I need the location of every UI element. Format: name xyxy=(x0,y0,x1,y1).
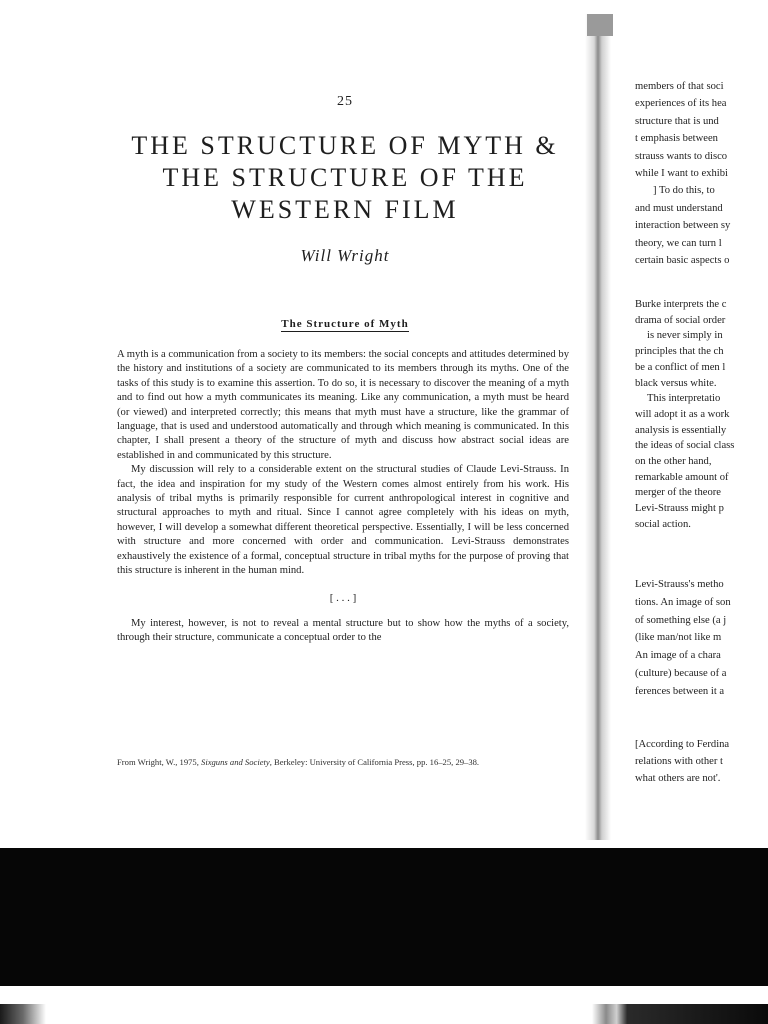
right-page-line: This interpretatio xyxy=(647,393,721,405)
right-page-line: the ideas of social class xyxy=(635,440,735,452)
body-paragraph: A myth is a communication from a society to its members: the social concepts and attitudes determined by the history and institutions of a society are communicated to its members through its myths. One of the tasks of this study is to examine this assertion. To do so, it is necessary to discover the meaning of a myth and to find out how a myth communicates its meaning. Like any communication, a myth must be heard (or viewed) and interpreted correctly; this means that myth must have a structure, like the grammar of language, that is used and understood automatically and through which meaning is communicated. In this chapter, I shall present a theory of the structure of myth and discuss how abstract social ideas are established in and communicated by this structure. xyxy=(117,349,569,461)
right-page-line: of something else (a j xyxy=(635,614,727,626)
source-book-title: Sixguns and Society xyxy=(201,757,270,767)
right-page-line: [According to Ferdina xyxy=(635,739,730,750)
source-citation xyxy=(117,757,569,768)
right-page-line: ferences between it a xyxy=(635,685,725,697)
right-page-line: while I want to exhibi xyxy=(635,168,728,179)
right-page-line: structure that is und xyxy=(635,115,719,127)
chapter-number: 25 xyxy=(337,94,353,109)
body-paragraph: My discussion will rely to a considerable extent on the structural studies of Claude Levi-Strauss. In fact, the idea and inspiration for my study of the Western comes almost entirely from his work. His analysis of tribal myths is primarily responsible for current anthropological interest in cognitive and structural approaches to myth and ritual. Since I cannot agree completely with his ideas on myth, however, I will develop a somewhat different theoretical perspective. Essentially, I will be less concerned with structure and more concerned with order and communication. Levi-Strauss demonstrates exhaustively the existence of a formal, conceptual structure in tribal myths for the purpose of proving that this structure is inherent in the human mind. xyxy=(117,464,569,577)
chapter-title-line: THE STRUCTURE OF MYTH & xyxy=(131,131,559,160)
scan-corner-right xyxy=(592,1004,768,1024)
right-page-line: experiences of its hea xyxy=(635,98,727,110)
chapter-title-line: THE STRUCTURE OF THE xyxy=(162,163,528,192)
right-page-line: Burke interprets the c xyxy=(635,299,727,310)
chapter-title xyxy=(60,130,630,226)
right-page-line: black versus white. xyxy=(635,377,717,389)
gutter-top-shadow xyxy=(587,14,613,36)
right-page-line: (like man/not like m xyxy=(635,632,722,644)
right-page-line: (culture) because of a xyxy=(635,668,727,679)
right-page-line: Levi-Strauss might p xyxy=(635,503,724,515)
right-page-line: what others are not'. xyxy=(635,773,721,785)
right-page-line: be a conflict of men l xyxy=(635,361,726,373)
right-page-line: strauss wants to disco xyxy=(635,150,728,162)
right-page-line: principles that the ch xyxy=(635,346,724,358)
right-page-line: relations with other t xyxy=(635,756,723,768)
source-prefix: From Wright, W., 1975, xyxy=(117,757,199,767)
right-page-line: and must understand xyxy=(635,202,723,214)
right-page-line: members of that soci xyxy=(635,81,724,92)
right-page-line: remarkable amount of xyxy=(635,471,729,483)
right-page-fragment xyxy=(635,0,768,840)
right-page-line: theory, we can turn l xyxy=(635,237,722,249)
right-page-line: An image of a chara xyxy=(635,650,721,662)
right-page-line: drama of social order xyxy=(635,314,726,326)
right-page-line: is never simply in xyxy=(647,330,723,342)
section-heading xyxy=(120,318,570,330)
body-text xyxy=(117,348,569,646)
right-page-line: will adopt it as a work xyxy=(635,408,730,420)
scanner-black-band xyxy=(0,848,768,986)
ellipsis-marker: [ . . . ] xyxy=(329,591,357,604)
right-page-line: interaction between sy xyxy=(635,220,731,232)
right-page-line: ] To do this, to xyxy=(653,185,715,197)
scan-corner-left xyxy=(0,1004,46,1024)
body-paragraph: My interest, however, is not to reveal a mental structure but to show how the myths of a society, through their structure, communicate a conceptual order to the xyxy=(117,617,569,644)
right-page-line: on the other hand, xyxy=(635,456,712,467)
right-page-line: social action. xyxy=(635,518,691,530)
right-page-line: merger of the theore xyxy=(635,487,721,499)
section-heading-text: The Structure of Myth xyxy=(281,318,409,330)
right-page-line: t emphasis between xyxy=(635,133,718,145)
source-suffix: , Berkeley: University of California Press, pp. 16–25, 29–38. xyxy=(269,757,480,767)
chapter-title-line: WESTERN FILM xyxy=(231,195,459,224)
right-page-line: certain basic aspects o xyxy=(635,255,730,266)
right-page-line: analysis is essentially xyxy=(635,424,727,436)
right-page-line: tions. An image of son xyxy=(635,596,731,608)
author-name: Will Wright xyxy=(300,246,390,265)
right-page-line: Levi-Strauss's metho xyxy=(635,579,724,590)
